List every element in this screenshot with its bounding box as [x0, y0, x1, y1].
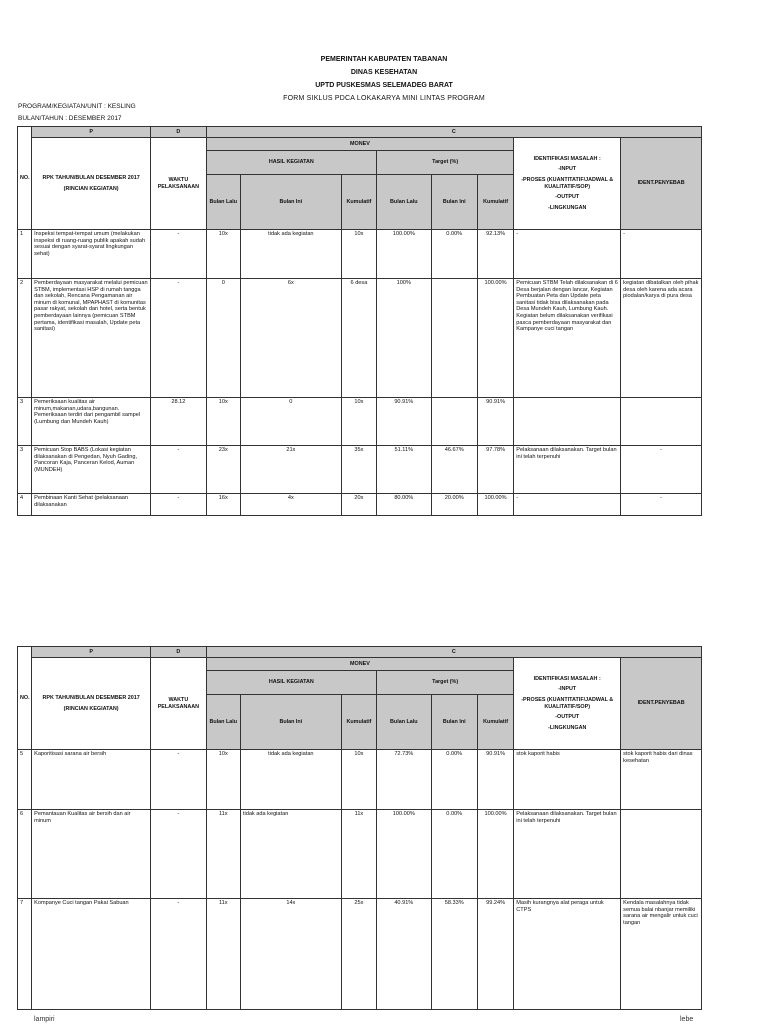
col-identifikasi: IDENTIFIKASI MASALAH : -INPUT -PROSES (KUANTITATIF/JADWAL & KUALITATIF/SOP) -OUTPUT -LINGKUNGAN — [514, 138, 621, 230]
footer-right-text: lebe — [680, 1016, 694, 1023]
footer-left-text: lampiri — [34, 1016, 55, 1023]
table-row: 3 Pemeriksaan kualitas air minum,makanan,udara,bangunan. Pemeriksaan terdiri dari pengambil sampel (Lumbung dan Mundeh Kauh) 28.12 10x 0 10x 90.91% 90.91% — [18, 398, 702, 446]
col-waktu: WAKTU PELAKSANAAN — [151, 138, 206, 230]
header-line-2: DINAS KESEHATAN — [350, 69, 418, 76]
col-p: P — [32, 647, 151, 658]
pdca-table-2 — [17, 646, 702, 1010]
col-penyebab: IDENT.PENYEBAB — [621, 138, 702, 230]
col-d: D — [151, 647, 206, 658]
col-no: NO. — [18, 127, 32, 230]
table-row: 5 Kaporitisasi sarana air bersih - 10x tidak ada kegiatan 10x 72.73% 0.00% 90.91% stok kaporit habis stok kaporit habis dari dinas kesehatan — [18, 750, 702, 810]
col-t-bulan-ini: Bulan Ini — [431, 695, 477, 750]
table-row: 6 Pemantauan Kualitas air bersih dan air minum - 11x tidak ada kegiatan 11x 100.00% 0.00% 100.00% Pelaksanaan dilaksanakan. Target bulan ini telah terpenuhi — [18, 810, 702, 899]
col-target: Target (%) — [377, 671, 514, 695]
col-hk-kumulatif: Kumulatif — [341, 175, 376, 230]
col-t-kumulatif: Kumulatif — [477, 175, 513, 230]
col-target: Target (%) — [377, 151, 514, 175]
col-t-bulan-lalu: Bulan Lalu — [377, 175, 431, 230]
pdca-table-1 — [17, 126, 702, 516]
table-row: 3 Pemicuan Stop BABS (Lokasi kegiatan dilaksanakan di Pengedan, Nyuh Gading, Pancoran Kaja, Panceran Kelod, Auman (MUNDEH) - 23x 21x 35x 51.11% 46.67% 97.78% Pelaksanaan dilaksanakan. Target bulan ini telah terpenuhi - — [18, 446, 702, 494]
col-hasil: HASIL KEGIATAN — [206, 671, 376, 695]
table-row: 4 Pembinaan Kanti Sehat (pelaksanaan dilaksanakan - 16x 4x 20x 80.00% 20.00% 100.00% - - — [18, 494, 702, 516]
table-row: 1 Inspeksi tempat-tempat umum (melakukan inspeksi di ruang-ruang publik apakah sudah sesuai dengan syarat-syarat lingkungan sehat) - 10x tidak ada kegiatan 10x 100.00% 0.00% 92.13% - - — [18, 230, 702, 279]
col-monev: MONEV — [206, 658, 514, 671]
program-label: PROGRAM/KEGIATAN/UNIT : KESLING — [18, 103, 136, 110]
col-t-bulan-lalu: Bulan Lalu — [377, 695, 431, 750]
col-hasil: HASIL KEGIATAN — [206, 151, 376, 175]
header-line-1: PEMERINTAH KABUPATEN TABANAN — [320, 56, 448, 63]
col-d: D — [151, 127, 206, 138]
col-monev: MONEV — [206, 138, 514, 151]
col-waktu: WAKTU PELAKSANAAN — [151, 658, 206, 750]
period-label: BULAN/TAHUN : DESEMBER 2017 — [18, 115, 122, 122]
col-hk-kumulatif: Kumulatif — [341, 695, 376, 750]
document-header — [0, 53, 768, 105]
col-hk-bulan-ini: Bulan Ini — [240, 695, 341, 750]
header-line-4: FORM SIKLUS PDCA LOKAKARYA MINI LINTAS PROGRAM — [283, 95, 485, 102]
col-penyebab: IDENT.PENYEBAB — [621, 658, 702, 750]
col-hk-bulan-lalu: Bulan Lalu — [206, 695, 240, 750]
table-row: 7 Kompanye Cuci tangan Pakai Sabuan - 11x 14x 25x 40.91% 58.33% 99.24% Masih kurangnya alat peraga untuk CTPS Kendala masalahnya tidak semua balai nbanjar memiliki sarana air mengalir untuk cuci tangan — [18, 899, 702, 1010]
table-row: 2 Pemberdayaan masyarakat melalui pemicuan STBM, implementasi HSP di rumah tangga dan sekolah, Rencana Pengamanan air minum di komunal, MPAPHAST di komunitas pasar rakyat, sekolah dan hotel, serta bentuk pemberdayaan lainnya (pemicuan STBM pertama, identifikasi masalah, Update peta sanitasi) - 0 6x 6 desa 100% 100.00% Pemicuan STBM Telah dilaksanakan di 6 Desa berjalan dengan lancar, Kegiatan Pembuatan Peta dan Update peta sanitasi tidak bisa dilaksanakan pada Desa Mundeh Kauh, Lumbung Kauh. Kegiatan belum dilaksanakan verifikasi pasca pemberdayaan masyarakat dan Kampanye cuci tangan kegiatan dibatalkan oleh pihak desa oleh karena ada acara piodalan/karya di pura desa — [18, 279, 702, 398]
col-rpk: RPK TAHUN/BULAN DESEMBER 2017 (RINCIAN KEGIATAN) — [32, 138, 151, 230]
col-no: NO. — [18, 647, 32, 750]
col-p: P — [32, 127, 151, 138]
col-identifikasi: IDENTIFIKASI MASALAH : -INPUT -PROSES (KUANTITATIF/JADWAL & KUALITATIF/SOP) -OUTPUT -LINGKUNGAN — [514, 658, 621, 750]
col-rpk: RPK TAHUN/BULAN DESEMBER 2017 (RINCIAN KEGIATAN) — [32, 658, 151, 750]
col-c: C — [206, 647, 701, 658]
col-hk-bulan-lalu: Bulan Lalu — [206, 175, 240, 230]
col-c: C — [206, 127, 701, 138]
col-t-kumulatif: Kumulatif — [477, 695, 513, 750]
header-line-3: UPTD PUSKESMAS SELEMADEG BARAT — [315, 82, 453, 89]
col-t-bulan-ini: Bulan Ini — [431, 175, 477, 230]
col-hk-bulan-ini: Bulan Ini — [240, 175, 341, 230]
